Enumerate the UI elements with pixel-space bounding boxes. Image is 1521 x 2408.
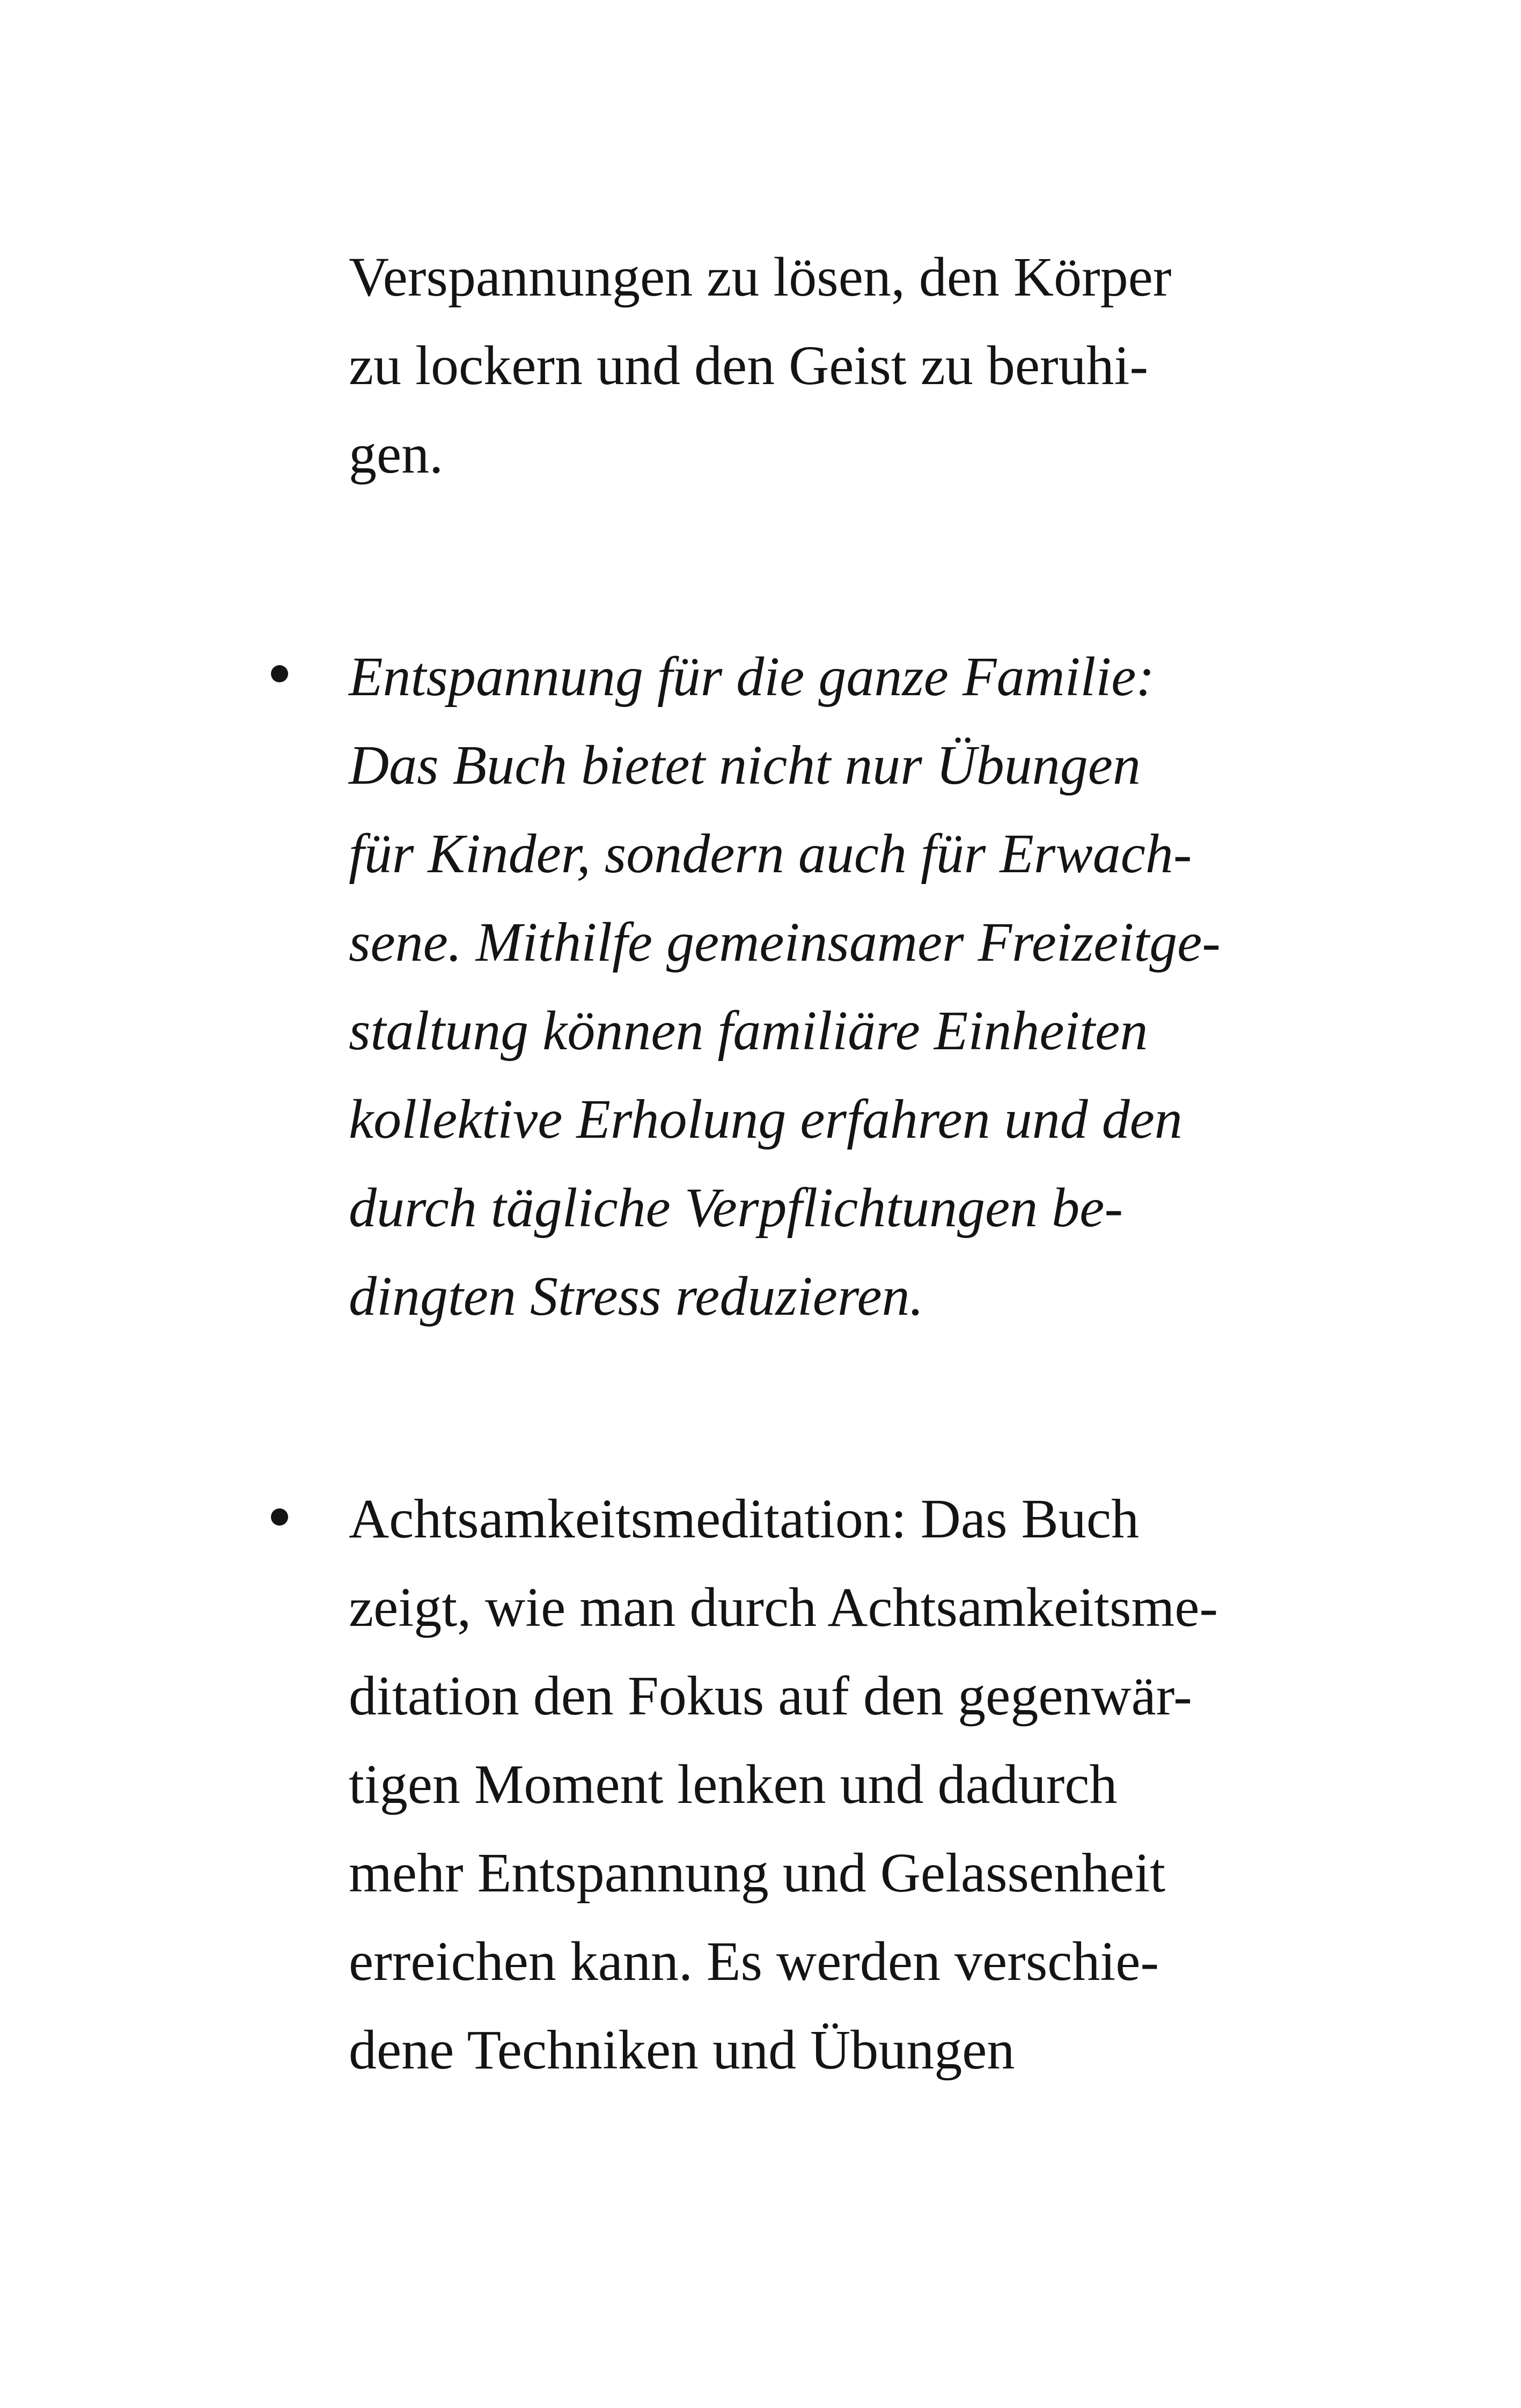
text-line: Entspannung für die ganze Familie: <box>349 646 1155 708</box>
text-line: für Kinder, sondern auch für Erwach- <box>349 823 1192 885</box>
text-line: sene. Mithilfe gemeinsamer Freizeitge- <box>349 911 1221 973</box>
text-line: ditation den Fokus auf den gegenwär- <box>349 1665 1192 1727</box>
text-line: mehr Entspannung und Gelassenheit <box>349 1842 1166 1904</box>
bullet-icon <box>271 1508 288 1526</box>
text-line: durch tägliche Verpflichtungen be- <box>349 1177 1123 1239</box>
text-line: tigen Moment lenken und dadurch <box>349 1754 1118 1815</box>
text-line: gen. <box>349 423 444 485</box>
text-line: Das Buch bietet nicht nur Übungen <box>349 734 1141 796</box>
text-line: Verspannungen zu lösen, den Körper <box>349 246 1172 308</box>
text-line: zu lockern und den Geist zu beruhi- <box>349 335 1149 396</box>
text-line: Achtsamkeitsmeditation: Das Buch <box>349 1488 1140 1550</box>
text-line: erreichen kann. Es werden verschie- <box>349 1931 1159 1992</box>
text-line: dingten Stress reduzieren. <box>349 1265 924 1327</box>
text-line: zeigt, wie man durch Achtsamkeitsme- <box>349 1577 1218 1638</box>
bullet-icon <box>271 665 288 682</box>
text-line: dene Techniken und Übungen <box>349 2019 1015 2081</box>
text-line: staltung können familiäre Einheiten <box>349 1000 1148 1062</box>
text-line: kollektive Erholung erfahren und den <box>349 1088 1182 1150</box>
